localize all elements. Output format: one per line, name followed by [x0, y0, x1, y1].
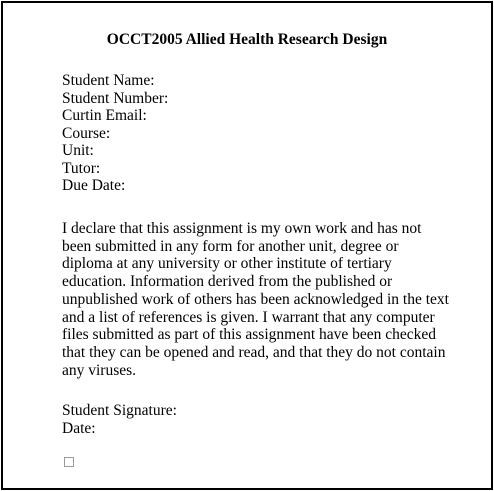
tutor-label: Tutor: — [62, 159, 101, 177]
declaration-line: any viruses. — [62, 361, 137, 379]
unit-label: Unit: — [62, 142, 94, 159]
declaration-line: I declare that this assignment is my own work and has not — [62, 220, 422, 237]
course-label: Course: — [62, 124, 111, 142]
cover-sheet-frame — [1, 1, 493, 490]
declaration-line: unpublished work of others has been acknowledged in the text — [62, 290, 449, 308]
declaration-line: and a list of references is given. I warrant that any computer — [62, 308, 435, 326]
declaration-line: been submitted in any form for another unit, degree or — [62, 237, 399, 255]
curtin-email-label: Curtin Email: — [62, 107, 147, 124]
declaration-line: education. Information derived from the published or — [62, 273, 393, 291]
student-signature-label: Student Signature: — [62, 402, 177, 419]
signature-block — [62, 402, 177, 437]
declaration-paragraph — [62, 220, 462, 379]
declaration-line: that they can be opened and read, and that they do not contain — [62, 343, 446, 361]
document-title: OCCT2005 Allied Health Research Design — [106, 31, 388, 48]
student-name-label: Student Name: — [62, 72, 155, 89]
declaration-line: diploma at any university or other institute of tertiary — [62, 255, 392, 273]
student-number-label: Student Number: — [62, 89, 169, 107]
student-details-list — [62, 72, 168, 195]
due-date-label: Due Date: — [62, 177, 126, 194]
date-label: Date: — [62, 419, 96, 437]
checkbox[interactable] — [64, 457, 74, 467]
declaration-line: files submitted as part of this assignment have been checked — [62, 326, 437, 344]
